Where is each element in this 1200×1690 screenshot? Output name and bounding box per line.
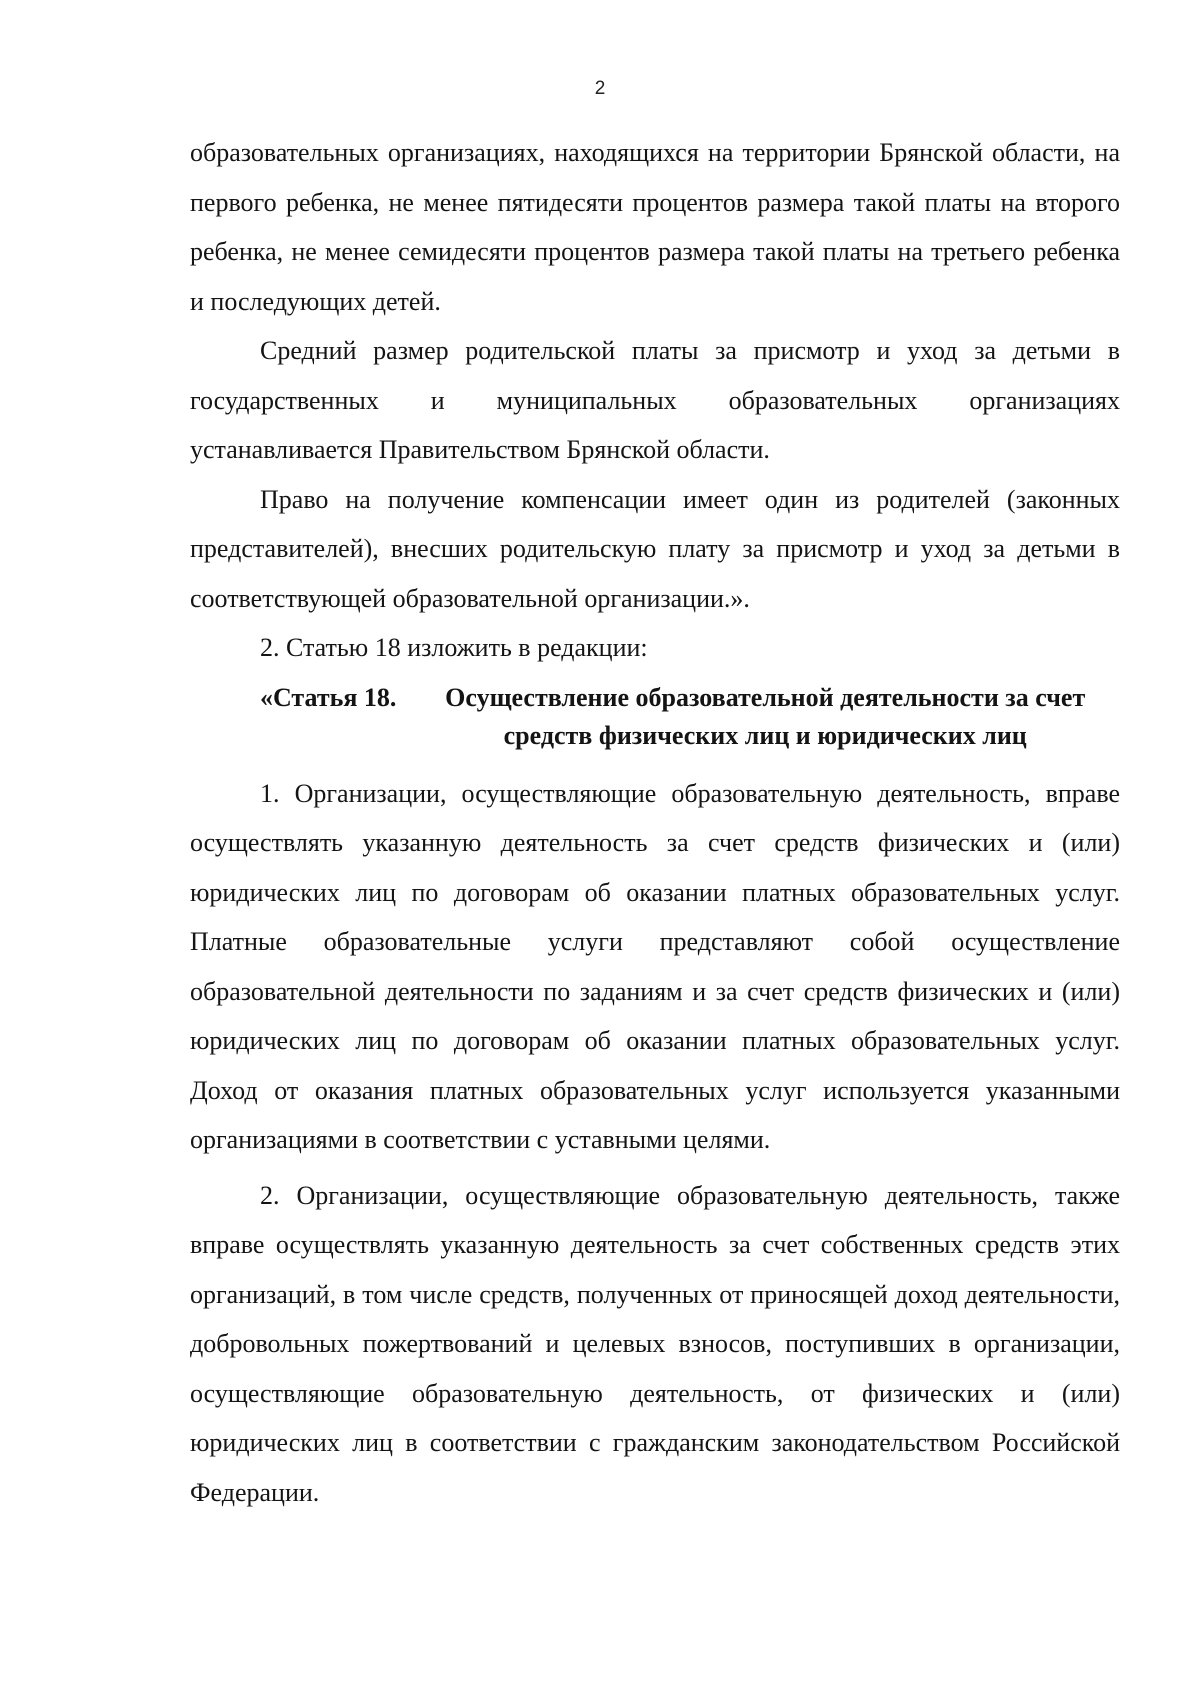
document-body [190,128,1120,1517]
article-title: Осуществление образовательной деятельности за счет средств физических лиц и юридических лиц [445,682,1086,750]
paragraph-compensation-right: Право на получение компенсации имеет один из родителей (законных представителей), внесших родительскую плату за присмотр и уход за детьми в соответствующей образовательной организации.». [190,484,1120,613]
paragraph-average-fee: Средний размер родительской платы за присмотр и уход за детьми в государственных и муниципальных образовательных организациях устанавливается Правительством Брянской области. [190,336,1120,464]
paragraph-continuation: образовательных организациях, находящихся на территории Брянской области, на первого ребенка, не менее пятидесяти процентов размера такой платы на второго ребенка, не менее семидесяти процентов размера такой платы на третьего ребенка и последующих детей. [190,138,1120,316]
article-item-1: 1. Организации, осуществляющие образовательную деятельность, вправе осуществлять указанную деятельность за счет средств физических и (или) юридических лиц по договорам об оказании платных образовательных услуг. Платные образовательные услуги представляют собой осуществление образовательной деятельности по заданиям и за счет средств физических и (или) юридических лиц по договорам об оказании платных образовательных услуг. Доход от оказания платных образовательных услуг используется указанными организациями в соответствии с уставными целями. [190,778,1120,1154]
article-item-2: 2. Организации, осуществляющие образовательную деятельность, также вправе осуществлять указанную деятельность за счет собственных средств этих организаций, в том числе средств, полученных от приносящей доход деятельности, добровольных пожертвований и целевых взносов, поступивших в организации, осуществляющие образовательную деятельность, от физических и (или) юридических лиц в соответствии с гражданским законодательством Российской Федерации. [190,1180,1120,1507]
paragraph-amendment-item-2: 2. Статью 18 изложить в редакции: [260,633,648,662]
page-number: 2 [594,78,606,99]
article-heading [190,673,1120,769]
article-label: «Статья 18. [260,682,397,712]
